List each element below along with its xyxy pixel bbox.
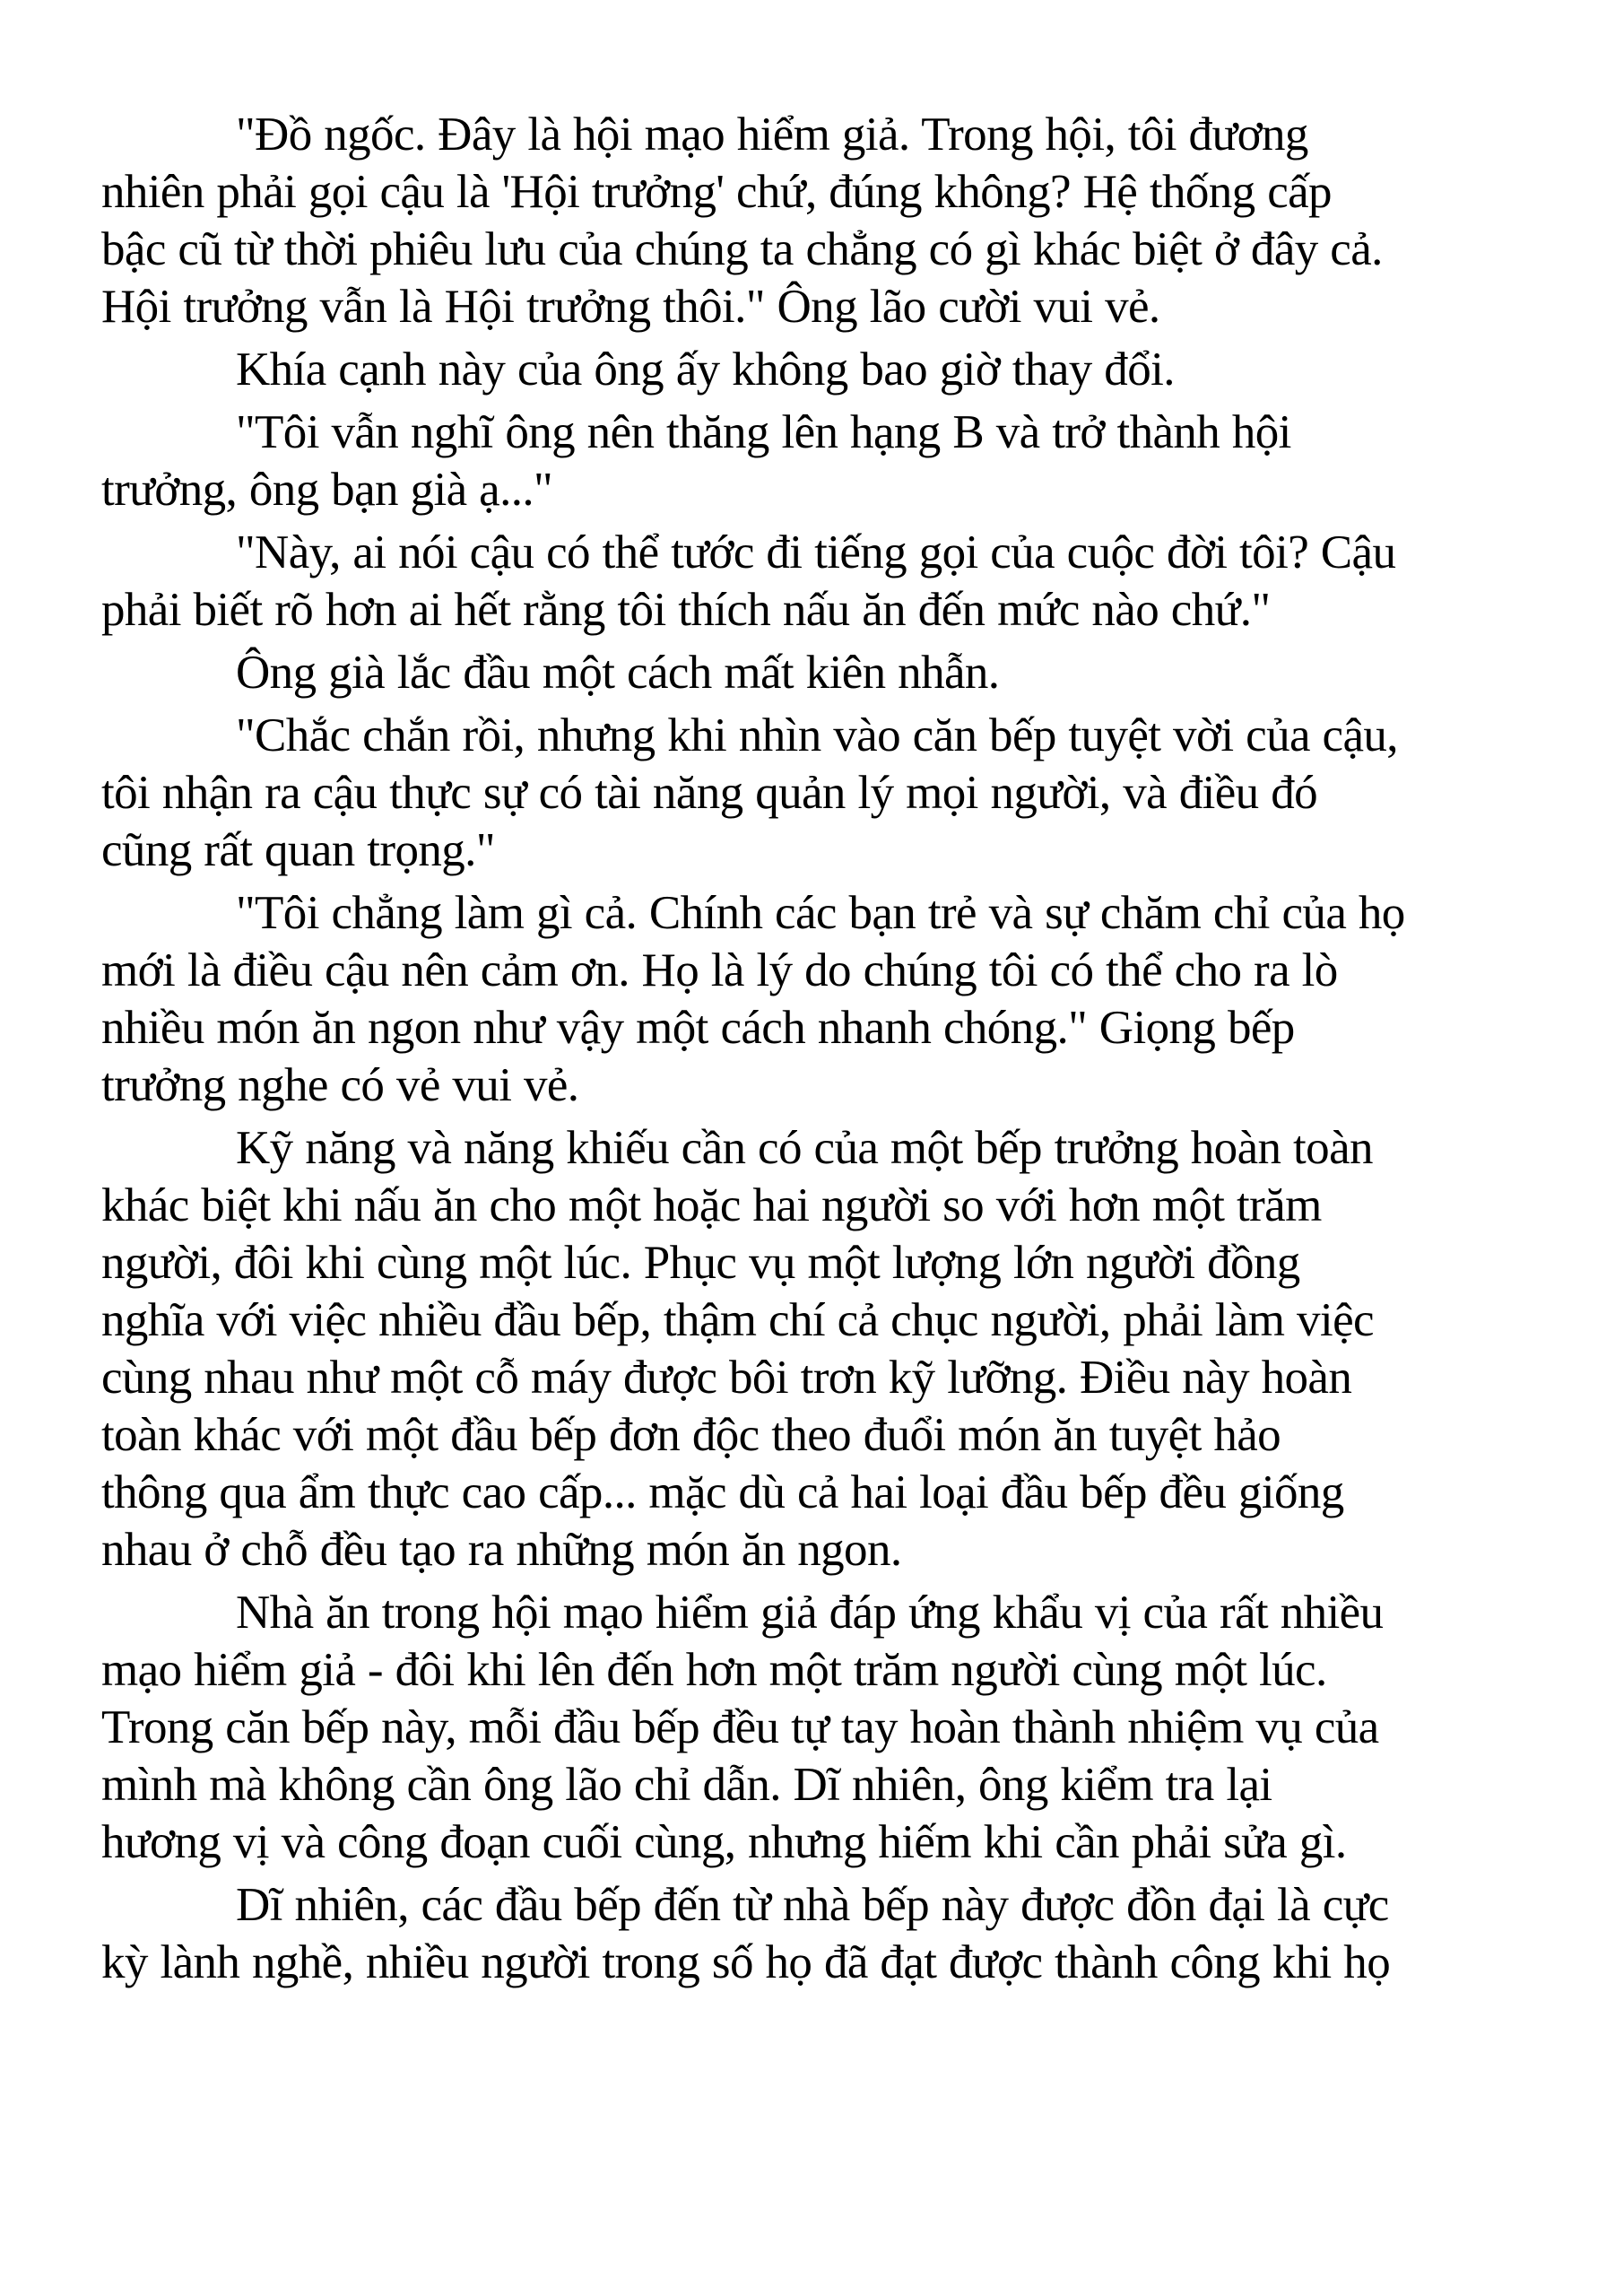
paragraph (101, 524, 1554, 639)
paragraph (101, 404, 1554, 518)
paragraph-line: nghĩa với việc nhiều đầu bếp, thậm chí cả chục người, phải làm việc (101, 1294, 1374, 1346)
paragraph (101, 106, 1554, 335)
paragraph (101, 644, 1554, 701)
paragraph-line: trưởng, ông bạn già ạ..." (101, 464, 553, 516)
paragraph (101, 1876, 1554, 1991)
paragraph-first-line: Kỹ năng và năng khiếu cần có của một bếp trưởng hoàn toàn (236, 1122, 1373, 1174)
paragraph-line: khác biệt khi nấu ăn cho một hoặc hai người so với hơn một trăm (101, 1179, 1322, 1231)
paragraph-line: hương vị và công đoạn cuối cùng, nhưng hiếm khi cần phải sửa gì. (101, 1816, 1347, 1868)
paragraph-line: phải biết rõ hơn ai hết rằng tôi thích nấu ăn đến mức nào chứ." (101, 584, 1271, 636)
paragraph (101, 341, 1554, 398)
paragraph-first-line: "Đồ ngốc. Đây là hội mạo hiểm giả. Trong hội, tôi đương (236, 109, 1308, 161)
paragraph-line: nhau ở chỗ đều tạo ra những món ăn ngon. (101, 1524, 902, 1576)
paragraph-line: cùng nhau như một cỗ máy được bôi trơn kỹ lưỡng. Điều này hoàn (101, 1352, 1352, 1404)
paragraph-first-line: "Này, ai nói cậu có thể tước đi tiếng gọi của cuộc đời tôi? Cậu (236, 526, 1396, 578)
paragraph-first-line: "Tôi chẳng làm gì cả. Chính các bạn trẻ và sự chăm chỉ của họ (236, 887, 1405, 939)
paragraph-line: mạo hiểm giả - đôi khi lên đến hơn một trăm người cùng một lúc. (101, 1644, 1327, 1696)
paragraph-line: toàn khác với một đầu bếp đơn độc theo đuổi món ăn tuyệt hảo (101, 1409, 1281, 1461)
paragraph-line: cũng rất quan trọng." (101, 824, 495, 876)
paragraph (101, 1119, 1554, 1578)
paragraph-first-line: "Tôi vẫn nghĩ ông nên thăng lên hạng B và trở thành hội (236, 406, 1291, 458)
paragraph-first-line: Dĩ nhiên, các đầu bếp đến từ nhà bếp này được đồn đại là cực (236, 1879, 1389, 1931)
paragraph-line: trưởng nghe có vẻ vui vẻ. (101, 1059, 579, 1111)
paragraph (101, 707, 1554, 879)
paragraph-line: người, đôi khi cùng một lúc. Phục vụ một lượng lớn người đồng (101, 1237, 1300, 1289)
paragraph-line: thông qua ẩm thực cao cấp... mặc dù cả hai loại đầu bếp đều giống (101, 1466, 1344, 1518)
document-body-text (101, 106, 1554, 1996)
paragraph-first-line: "Chắc chắn rồi, nhưng khi nhìn vào căn bếp tuyệt vời của cậu, (236, 709, 1398, 761)
paragraph-first-line: Nhà ăn trong hội mạo hiểm giả đáp ứng khẩu vị của rất nhiều (236, 1587, 1384, 1639)
paragraph-line: tôi nhận ra cậu thực sự có tài năng quản lý mọi người, và điều đó (101, 767, 1317, 819)
paragraph-line: kỳ lành nghề, nhiều người trong số họ đã đạt được thành công khi họ (101, 1936, 1391, 1988)
paragraph-line: Hội trưởng vẫn là Hội trưởng thôi." Ông lão cười vui vẻ. (101, 281, 1160, 333)
paragraph-line: mới là điều cậu nên cảm ơn. Họ là lý do chúng tôi có thể cho ra lò (101, 944, 1338, 996)
paragraph-line: mình mà không cần ông lão chỉ dẫn. Dĩ nhiên, ông kiểm tra lại (101, 1759, 1272, 1811)
paragraph-first-line: Khía cạnh này của ông ấy không bao giờ thay đổi. (236, 344, 1175, 396)
paragraph-line: nhiều món ăn ngon như vậy một cách nhanh chóng." Giọng bếp (101, 1002, 1295, 1054)
paragraph (101, 1584, 1554, 1871)
paragraph-first-line: Ông già lắc đầu một cách mất kiên nhẫn. (236, 647, 1000, 699)
paragraph-line: bậc cũ từ thời phiêu lưu của chúng ta chẳng có gì khác biệt ở đây cả. (101, 223, 1383, 275)
paragraph-line: Trong căn bếp này, mỗi đầu bếp đều tự tay hoàn thành nhiệm vụ của (101, 1701, 1379, 1753)
paragraph (101, 884, 1554, 1114)
paragraph-line: nhiên phải gọi cậu là 'Hội trưởng' chứ, đúng không? Hệ thống cấp (101, 166, 1332, 218)
